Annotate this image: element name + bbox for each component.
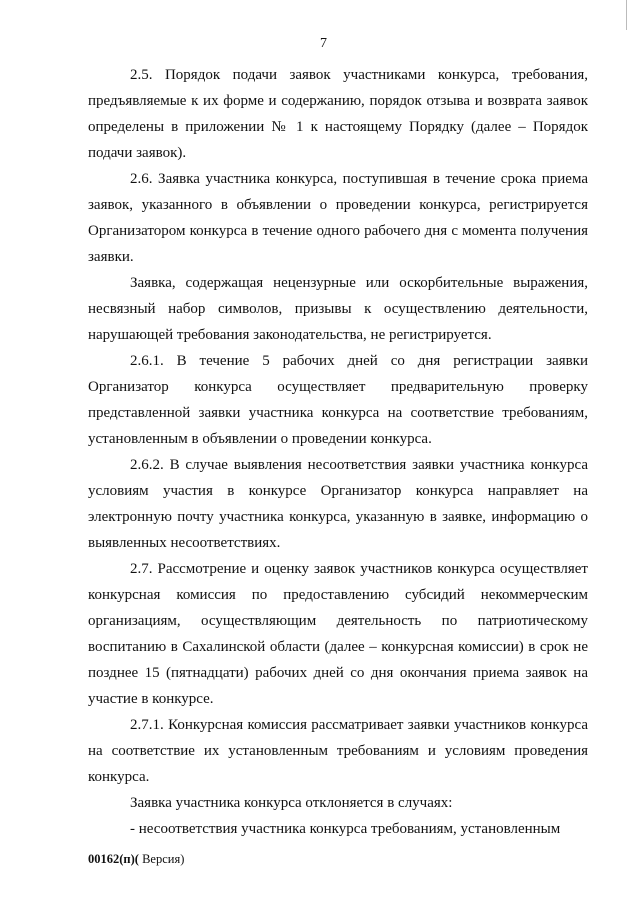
document-body bbox=[88, 62, 588, 842]
paragraph-rejection-item-1: - несоответствия участника конкурса требованиям, установленным bbox=[130, 821, 561, 837]
paragraph-2-6-note: Заявка, содержащая нецензурные или оскорбительные выражения, несвязный набор символов, призывы к осуществлению деятельности, нарушающей требования законодательства, не регистрируется. bbox=[88, 275, 588, 343]
paragraph-2-7-1: 2.7.1. Конкурсная комиссия рассматривает заявки участников конкурса на соответствие их установленным требованиям и условиям проведения конкурса. bbox=[88, 717, 588, 785]
paragraph-2-6-2: 2.6.2. В случае выявления несоответствия заявки участника конкурса условиям участия в конкурсе Организатор конкурса направляет на электронную почту участника конкурса, указанную в заявке, информацию о выявленных несоответствиях. bbox=[88, 457, 588, 551]
paragraph-rejection-cases: Заявка участника конкурса отклоняется в случаях: bbox=[130, 795, 453, 811]
page-number: 7 bbox=[320, 36, 327, 51]
paragraph-2-6-1: 2.6.1. В течение 5 рабочих дней со дня регистрации заявки Организатор конкурса осуществляет предварительную проверку представленной заявки участника конкурса на соответствие требованиям, установленным в объявлении о проведении конкурса. bbox=[88, 353, 588, 447]
footer-document-code: 00162(п)( bbox=[88, 852, 139, 866]
footer-version: Версия) bbox=[138, 852, 185, 866]
paragraph-2-6: 2.6. Заявка участника конкурса, поступившая в течение срока приема заявок, указанного в объявлении о проведении конкурса, регистрируется Организатором конкурса в течение одного рабочего дня с момента получения заявки. bbox=[88, 171, 588, 265]
document-footer bbox=[88, 852, 184, 867]
paragraph-2-5: 2.5. Порядок подачи заявок участниками конкурса, требования, предъявляемые к их форме и содержанию, порядок отзыва и возврата заявок определены в приложении № 1 к настоящему Порядку (далее – Порядок подачи заявок). bbox=[88, 67, 588, 161]
scan-edge-mark bbox=[626, 0, 627, 30]
paragraph-2-7: 2.7. Рассмотрение и оценку заявок участников конкурса осуществляет конкурсная комиссия по предоставлению субсидий некоммерческим организациям, осуществляющим деятельность по патриотическому воспитанию в Сахалинской области (далее – конкурсная комиссии) в срок не позднее 15 (пятнадцати) рабочих дней со дня окончания приема заявок на участие в конкурсе. bbox=[88, 561, 588, 707]
